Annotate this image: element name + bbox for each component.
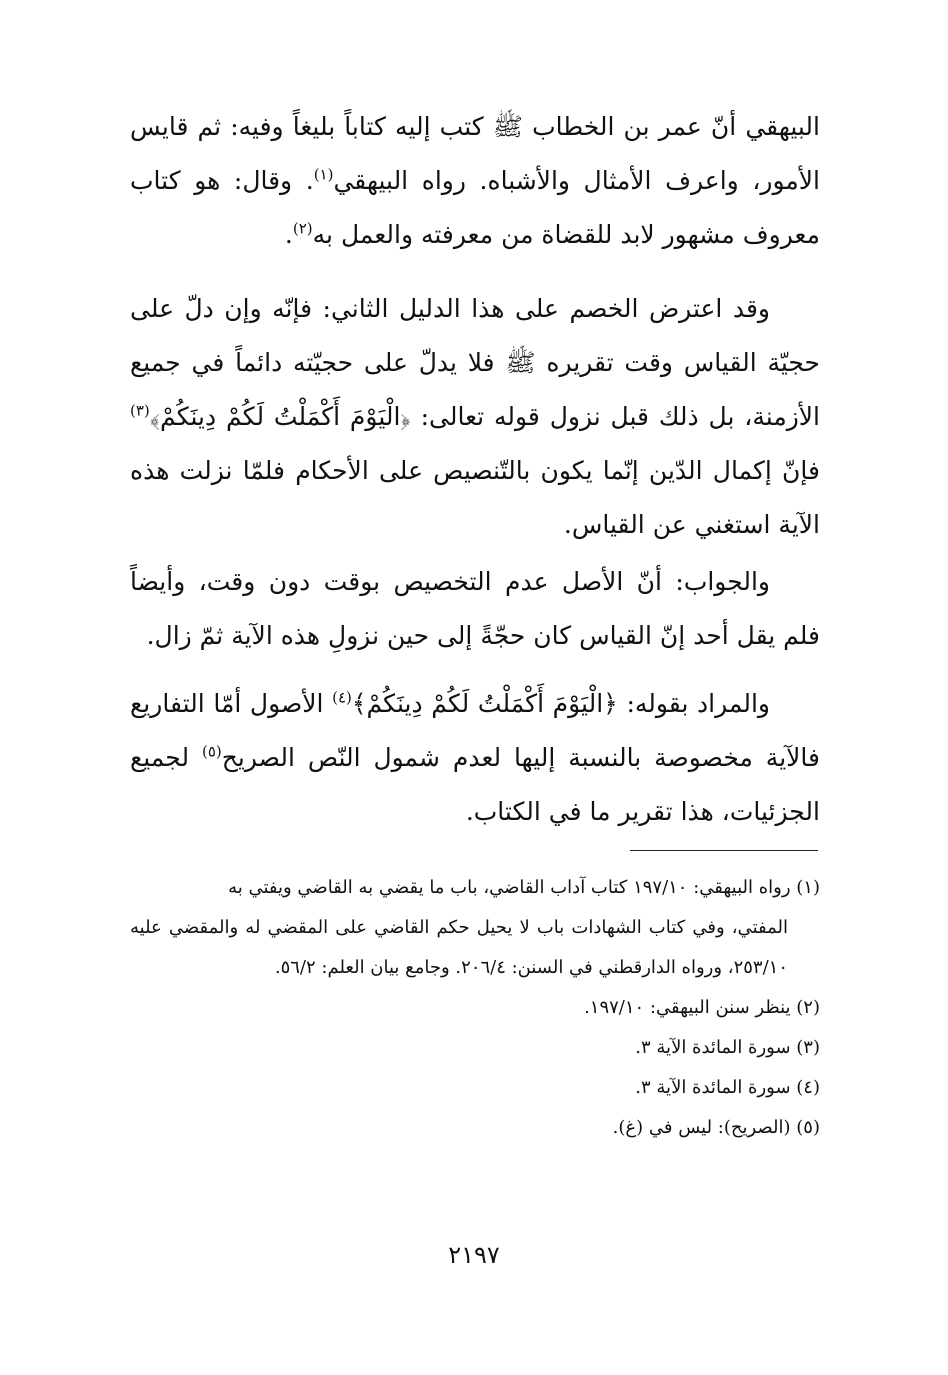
paragraph-4-text: والمراد بقوله: ﴿الْيَوْمَ أَكْمَلْتُ لَكُمْ دِينَكُمْ﴾ xyxy=(351,689,770,718)
paragraph-1-middle: . وقال: هو كتاب معروف مشهور لابد للقضاة من معرفته والعمل به xyxy=(130,166,820,249)
paragraph-1-text: البيهقي أنّ عمر بن الخطاب ﷺ كتب إليه كتاباً بليغاً وفيه: ثم قايس الأمور، واعرف الأمثال والأشباه. رواه البيهقي xyxy=(130,112,820,195)
footnote-separator xyxy=(630,850,818,851)
footnote-5: (٥) (الصريح): ليس في (غ). xyxy=(612,1117,820,1138)
footnote-1-continuation: المفتي، وفي كتاب الشهادات باب لا يحيل حكم القاضي على المقضي له والمقضي عليه ٢٥٣/١٠، ورواه الدارقطني في السنن: ٢٠٦/٤. وجامع بيان العلم: ٥٦/٢. xyxy=(130,917,788,978)
paragraph-3 xyxy=(130,555,820,663)
footnote-ref-1: (١) xyxy=(313,165,334,184)
footnote-2: (٢) ينظر سنن البيهقي: ١٩٧/١٠. xyxy=(584,997,820,1018)
paragraph-1-end: . xyxy=(284,220,293,249)
footnote-ref-3: (٣) xyxy=(130,401,150,420)
footnote-ref-2: (٢) xyxy=(292,219,313,238)
paragraph-4-end: لجميع الجزئيات، هذا تقرير ما في الكتاب. xyxy=(130,743,820,826)
footnotes xyxy=(130,868,820,1148)
paragraph-2 xyxy=(130,282,820,552)
footnote-ref-5: (٥) xyxy=(201,742,222,761)
paragraph-2-text: وقد اعترض الخصم على هذا الدليل الثاني: فإنّه وإن دلّ على حجيّة القياس وقت تقريره ﷺ فلا يدلّ على حجيّته دائماً في جميع الأزمنة، بل ذلك قبل نزول قوله تعالى: ﴿الْيَوْمَ أَكْمَلْتُ لَكُمْ دِينَكُمْ﴾ xyxy=(130,294,820,431)
paragraph-2-end: فإنّ إكمال الدّين إنّما يكون بالتّنصيص على الأحكام فلمّا نزلت هذه الآية استغني عن القياس. xyxy=(130,456,820,539)
paragraph-4-middle: الأصول أمّا التفاريع فالآية مخصوصة بالنسبة إليها لعدم شمول النّص الصريح xyxy=(130,689,820,772)
footnote-3: (٣) سورة المائدة الآية ٣. xyxy=(635,1037,820,1058)
footnote-ref-4: (٤) xyxy=(332,688,352,707)
paragraph-1 xyxy=(130,100,820,262)
paragraph-4 xyxy=(130,677,820,839)
paragraph-3-text: والجواب: أنّ الأصل عدم التخصيص بوقت دون وقت، وأيضاً فلم يقل أحد إنّ القياس كان حجّةً إلى حين نزولِ هذه الآية ثمّ زال. xyxy=(130,567,820,650)
page-number: ٢١٩٧ xyxy=(448,1241,500,1269)
footnote-4: (٤) سورة المائدة الآية ٣. xyxy=(635,1077,820,1098)
footnote-1-line-1: (١) رواه البيهقي: ١٩٧/١٠ كتاب آداب القاضي، باب ما يقضي به القاضي ويفتي به xyxy=(228,877,820,898)
